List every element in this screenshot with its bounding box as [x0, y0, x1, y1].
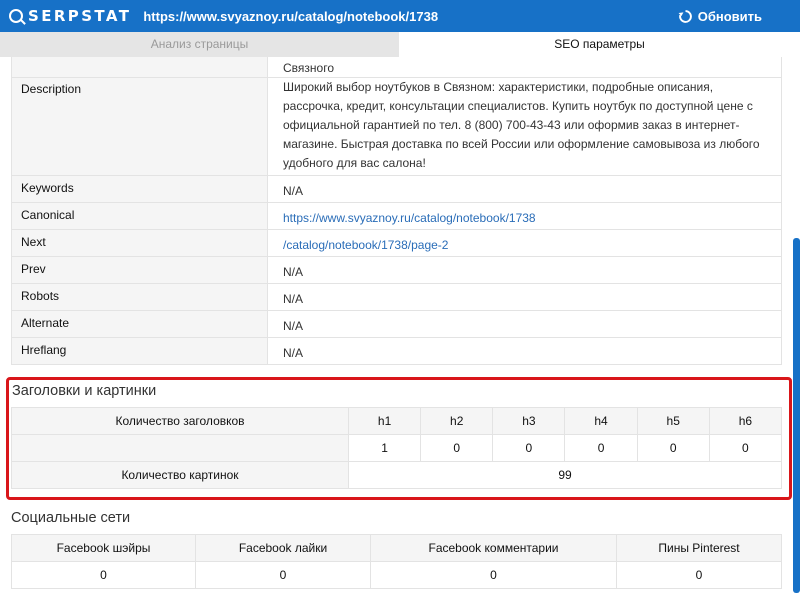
- meta-value-hreflang: N/A: [283, 346, 304, 360]
- level-header: h3: [493, 408, 565, 435]
- table-row: [12, 283, 781, 310]
- meta-value-alternate: N/A: [283, 319, 304, 333]
- meta-key-robots: Robots: [12, 284, 268, 310]
- level-header: h4: [565, 408, 637, 435]
- tab-page-analysis[interactable]: Анализ страницы: [0, 32, 399, 57]
- social-value: 0: [617, 562, 782, 589]
- meta-key-next: Next: [12, 230, 268, 256]
- meta-key-keywords: Keywords: [12, 176, 268, 202]
- table-row: [12, 435, 782, 462]
- next-link[interactable]: /catalog/notebook/1738/page-2: [283, 238, 449, 252]
- meta-value-robots: N/A: [283, 292, 304, 306]
- social-column-header: Facebook комментарии: [371, 535, 617, 562]
- heading-count: 0: [637, 435, 709, 462]
- tab-bar: [0, 32, 800, 57]
- table-row: [12, 256, 781, 283]
- social-value: 0: [371, 562, 617, 589]
- title-value-tail: Связного: [283, 61, 334, 75]
- magnifier-logo-icon: [9, 9, 23, 23]
- social-column-header: Пины Pinterest: [617, 535, 782, 562]
- social-value: 0: [196, 562, 371, 589]
- heading-count: 0: [421, 435, 493, 462]
- social-column-header: Facebook лайки: [196, 535, 371, 562]
- meta-value-prev: N/A: [283, 265, 304, 279]
- level-header: h5: [637, 408, 709, 435]
- tab-seo-parameters[interactable]: SEO параметры: [399, 32, 800, 57]
- section-title-headings: Заголовки и картинки: [12, 383, 157, 399]
- heading-count: 1: [349, 435, 421, 462]
- table-row: [12, 229, 781, 256]
- meta-key-canonical: Canonical: [12, 203, 268, 229]
- meta-tags-table: [11, 57, 782, 365]
- images-count-label: Количество картинок: [12, 462, 349, 489]
- headings-count-label: Количество заголовков: [12, 408, 349, 435]
- vertical-scrollbar[interactable]: [793, 238, 800, 593]
- table-row: [12, 310, 781, 337]
- heading-count: 0: [565, 435, 637, 462]
- page-url: https://www.svyaznoy.ru/catalog/notebook/1738: [143, 8, 439, 24]
- heading-count: 0: [709, 435, 781, 462]
- table-row: [12, 77, 781, 175]
- meta-key: [12, 57, 268, 77]
- table-row: [12, 202, 781, 229]
- level-header: h2: [421, 408, 493, 435]
- social-value: 0: [12, 562, 196, 589]
- meta-key-prev: Prev: [12, 257, 268, 283]
- level-header: h1: [349, 408, 421, 435]
- table-row: [12, 408, 782, 435]
- empty-cell: [12, 435, 349, 462]
- meta-key-description: Description: [12, 78, 268, 175]
- serpstat-logo[interactable]: [9, 7, 131, 25]
- heading-count: 0: [493, 435, 565, 462]
- section-title-social: Социальные сети: [11, 510, 131, 526]
- meta-key-alternate: Alternate: [12, 311, 268, 337]
- logo-text: SERPSTAT: [28, 7, 132, 25]
- meta-value-description: Широкий выбор ноутбуков в Связном: характеристики, подробные описания, рассрочка, кредит, консультации специалистов. Купить ноутбук по доступной цене с официальной гарантией по тел. 8 (800) 700-43-43 или оформив заказ в интернет-магазине. Быстрая доставка по всей России или оформление самовывоза из любого удобного для вас салона!: [283, 80, 760, 170]
- table-row: [12, 57, 781, 77]
- table-row: [12, 462, 782, 489]
- images-count: 99: [349, 462, 782, 489]
- meta-value-keywords: N/A: [283, 184, 304, 198]
- refresh-label: Обновить: [697, 8, 762, 24]
- headings-table: [11, 407, 782, 489]
- top-bar: [0, 0, 800, 32]
- level-header: h6: [709, 408, 781, 435]
- table-row: [12, 175, 781, 202]
- table-row: [12, 535, 782, 562]
- table-row: [12, 562, 782, 589]
- table-row: [12, 337, 781, 364]
- social-table: [11, 534, 782, 589]
- canonical-link[interactable]: https://www.svyaznoy.ru/catalog/notebook/1738: [283, 211, 536, 225]
- meta-key-hreflang: Hreflang: [12, 338, 268, 364]
- social-column-header: Facebook шэйры: [12, 535, 196, 562]
- refresh-icon: [678, 9, 693, 24]
- refresh-button[interactable]: [678, 0, 762, 32]
